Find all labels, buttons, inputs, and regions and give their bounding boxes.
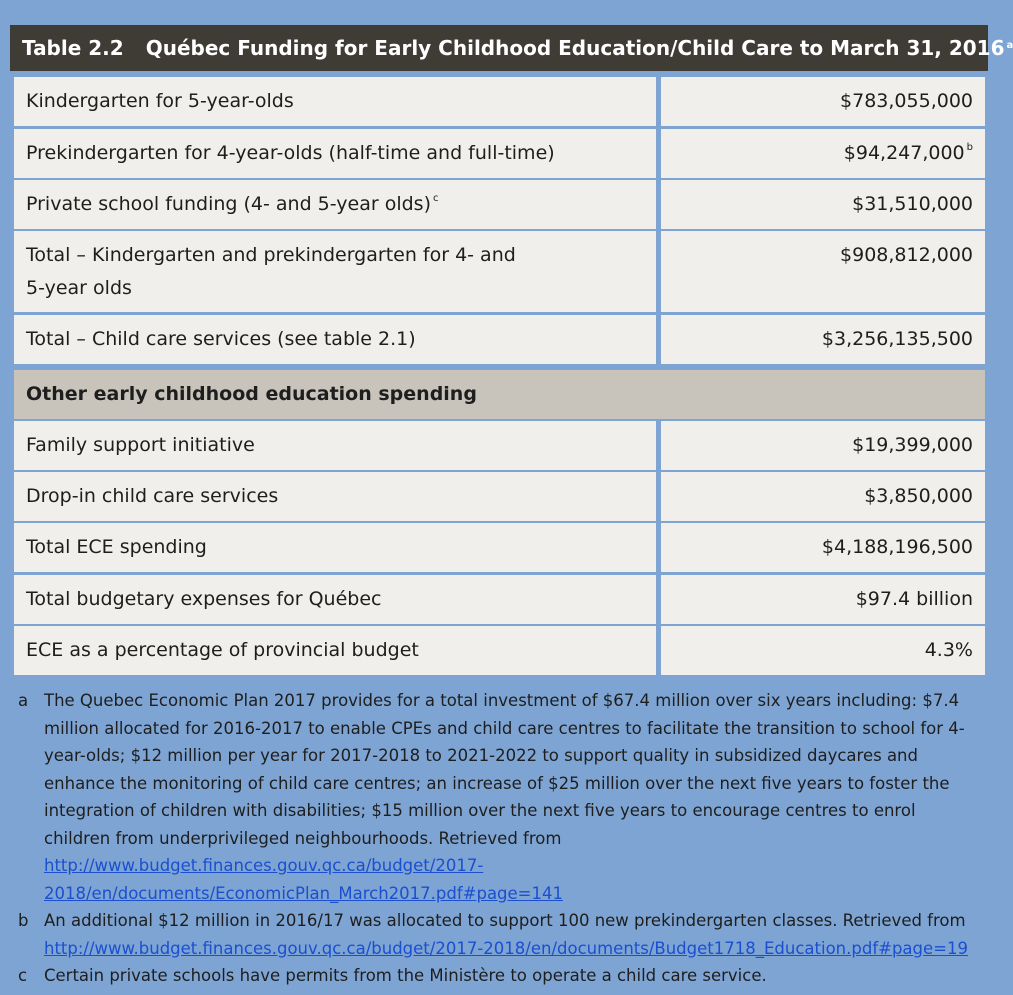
row-label [14,626,656,675]
table-number: Table 2.2 [22,36,124,60]
row-value-text: $94,247,000 [843,142,965,164]
row-label-text: Family support initiative [26,434,255,456]
table-row [10,129,988,178]
row-value [661,129,985,178]
footnote-c [18,962,978,990]
row-label [14,421,656,470]
row-value [661,77,985,126]
row-value-text: $908,812,000 [840,244,973,266]
row-label [14,575,656,624]
row-value [661,231,985,312]
row-label-text: Kindergarten for 5-year-olds [26,90,294,112]
row-value-text: 4.3% [924,639,973,661]
row-label [14,231,656,312]
footnote-link[interactable]: http://www.budget.finances.gouv.qc.ca/budget/2017-2018/en/documents/EconomicPlan_March2017.pdf#page=141 [44,856,563,903]
row-label [14,77,656,126]
row-label-text: Private school funding (4- and 5-year olds) [26,193,431,215]
table-row [10,180,988,229]
row-label-text: Total – Child care services (see table 2.1) [26,328,416,350]
row-value [661,575,985,624]
row-value [661,421,985,470]
footnote-body: Certain private schools have permits from the Ministère to operate a child care service. [44,966,767,985]
footnote-text [44,907,978,962]
footnote-body: An additional $12 million in 2016/17 was allocated to support 100 new prekindergarten classes. Retrieved from [44,911,966,930]
footnote-link[interactable]: http://www.budget.finances.gouv.qc.ca/budget/2017-2018/en/documents/Budget1718_Education.pdf#page=19 [44,938,968,958]
row-label-text: Total budgetary expenses for Québec [26,588,382,610]
row-value-text: $31,510,000 [852,193,973,215]
footnote-text [44,962,978,990]
table-row [10,231,988,312]
row-value-text: $4,188,196,500 [821,536,973,558]
table-row [10,523,988,572]
table-title: Québec Funding for Early Childhood Education/Child Care to March 31, 2016 [145,36,1005,60]
row-label [14,523,656,572]
footnote-body: The Quebec Economic Plan 2017 provides for a total investment of $67.4 million over six years including: $7.4 million allocated for 2016-2017 to enable CPEs and child care centres to facilitate the transition to school for 4-year-olds; $12 million per year for 2017-2018 to 2021-2022 to support quality in subsidized daycares and enhance the monitoring of child care centres; an increase of $25 million over the next five years to foster the integration of children with disabilities; $15 million over the next five years to encourage centres to enrol children from underprivileged neighbourhoods. Retrieved from [44,691,965,848]
section-header-row [10,370,988,419]
row-value [661,472,985,521]
table-row [10,472,988,521]
row-label [14,180,656,229]
row-label-line1: Total – Kindergarten and prekindergarten for 4- and [26,244,516,266]
footnote-b [18,907,978,962]
label-footnote-marker: c [432,192,439,204]
value-footnote-marker: b [966,141,973,153]
table-panel [10,25,1013,987]
row-value [661,626,985,675]
footnote-text [44,687,978,907]
row-value-text: $3,850,000 [864,485,973,507]
title-footnote-marker: a [1006,39,1013,51]
footnote-mark: b [18,911,29,930]
table-title-bar [10,25,1013,71]
table-row [10,77,988,126]
footnote-a [18,687,978,907]
row-value [661,315,985,364]
table-row [10,626,988,675]
row-label-text: Drop-in child care services [26,485,279,507]
row-label-line2: 5-year olds [26,277,132,299]
row-value-text: $783,055,000 [840,90,973,112]
table-row [10,315,988,364]
row-label-text: Total ECE spending [26,536,207,558]
section-header-text: Other early childhood education spending [26,383,477,405]
row-label [14,129,656,178]
footnotes [18,687,978,990]
row-label [14,315,656,364]
row-value-text: $3,256,135,500 [821,328,973,350]
footnote-mark: c [18,966,28,985]
footnote-mark: a [18,691,29,710]
row-label [14,472,656,521]
row-value-text: $19,399,000 [852,434,973,456]
section-header [14,370,985,419]
table-row [10,421,988,470]
row-label-text: Prekindergarten for 4-year-olds (half-time and full-time) [26,142,555,164]
row-label-text: ECE as a percentage of provincial budget [26,639,419,661]
table-row [10,575,988,624]
row-value [661,523,985,572]
row-value-text: $97.4 billion [855,588,973,610]
row-value [661,180,985,229]
